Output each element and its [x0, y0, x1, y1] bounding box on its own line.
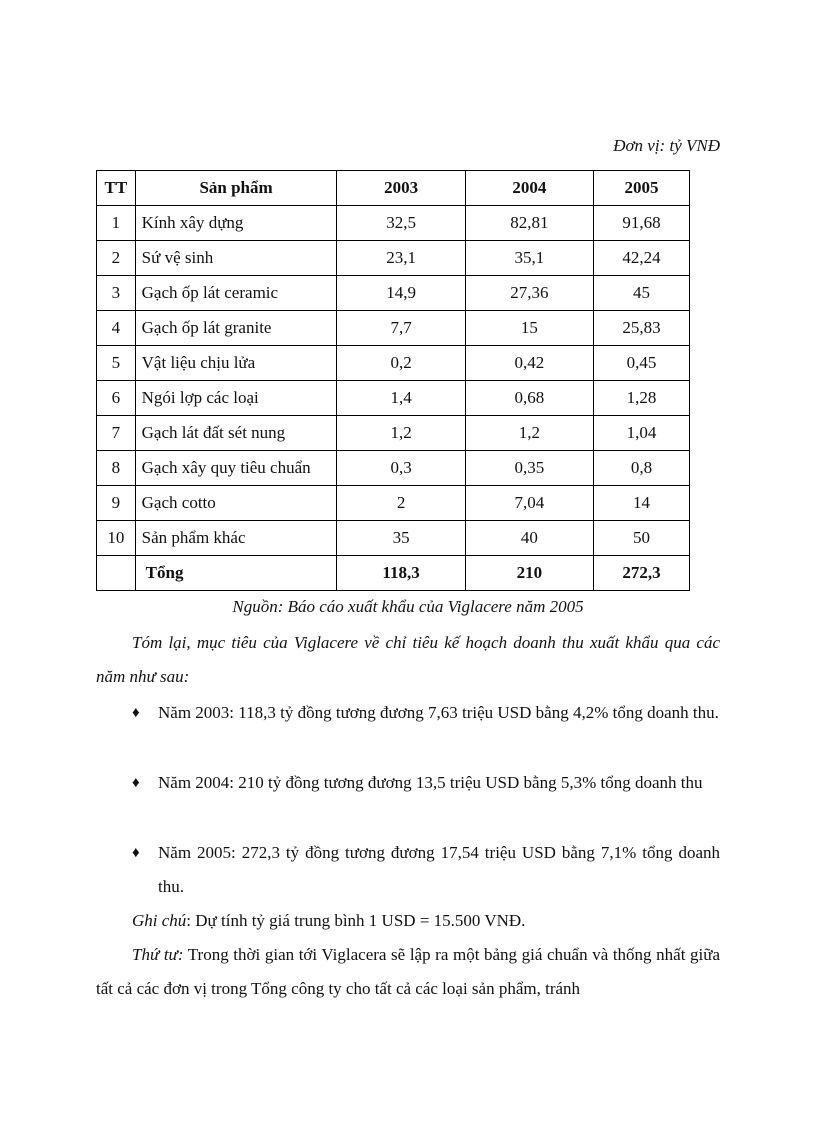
cell-2005: 45 [593, 276, 689, 311]
table-total-row [97, 556, 690, 591]
total-cell-2004: 210 [465, 556, 593, 591]
diamond-bullet-icon: ♦ [132, 775, 140, 791]
cell-2004: 7,04 [465, 486, 593, 521]
cell-tt: 7 [97, 416, 136, 451]
cell-tt: 9 [97, 486, 136, 521]
cell-2005: 1,28 [593, 381, 689, 416]
bullet-text: Năm 2005: 272,3 tỷ đồng tương đương 17,54 triệu USD bằng 7,1% tổng doanh thu. [158, 843, 720, 896]
note-text: : Dự tính tỷ giá trung bình 1 USD = 15.500 VNĐ. [186, 911, 526, 930]
bullet-2004 [132, 766, 720, 800]
table-row [97, 521, 690, 556]
export-revenue-table [96, 170, 690, 591]
cell-2005: 91,68 [593, 206, 689, 241]
cell-2003: 1,2 [337, 416, 465, 451]
cell-2004: 0,68 [465, 381, 593, 416]
fourth-label: Thứ tư: [132, 945, 184, 964]
cell-tt: 10 [97, 521, 136, 556]
total-cell-2003: 118,3 [337, 556, 465, 591]
cell-product: Sứ vệ sinh [135, 241, 337, 276]
cell-product: Gạch lát đất sét nung [135, 416, 337, 451]
fourth-text: Trong thời gian tới Viglacera sẽ lập ra một bảng giá chuẩn và thống nhất giữa tất cả các đơn vị trong Tổng công ty cho tất cả các loại sản phẩm, tránh [96, 945, 720, 998]
cell-tt: 8 [97, 451, 136, 486]
cell-product: Ngói lợp các loại [135, 381, 337, 416]
cell-2005: 0,45 [593, 346, 689, 381]
bullet-text: Năm 2003: 118,3 tỷ đồng tương đương 7,63 triệu USD bằng 4,2% tổng doanh thu. [158, 703, 719, 722]
table-row [97, 416, 690, 451]
cell-2003: 1,4 [337, 381, 465, 416]
cell-product: Gạch cotto [135, 486, 337, 521]
header-tt: TT [97, 171, 136, 206]
cell-product: Sản phẩm khác [135, 521, 337, 556]
summary-text: Tóm lại, mục tiêu của Viglacere về chỉ tiêu kế hoạch doanh thu xuất khẩu qua các năm như sau: [96, 633, 720, 686]
cell-2003: 32,5 [337, 206, 465, 241]
cell-product: Vật liệu chịu lửa [135, 346, 337, 381]
header-product: Sản phẩm [135, 171, 337, 206]
cell-2003: 35 [337, 521, 465, 556]
cell-2003: 14,9 [337, 276, 465, 311]
cell-tt: 1 [97, 206, 136, 241]
cell-tt: 6 [97, 381, 136, 416]
table-row [97, 451, 690, 486]
table-row [97, 206, 690, 241]
cell-2004: 27,36 [465, 276, 593, 311]
cell-2005: 42,24 [593, 241, 689, 276]
cell-tt: 4 [97, 311, 136, 346]
summary-paragraph [96, 626, 720, 694]
cell-2003: 23,1 [337, 241, 465, 276]
table-source: Nguồn: Báo cáo xuất khẩu của Viglacere năm 2005 [232, 597, 584, 616]
cell-2004: 82,81 [465, 206, 593, 241]
cell-2005: 0,8 [593, 451, 689, 486]
bullet-text: Năm 2004: 210 tỷ đồng tương đương 13,5 triệu USD bằng 5,3% tổng doanh thu [158, 773, 703, 792]
fourth-paragraph [96, 938, 720, 1006]
cell-product: Gạch xây quy tiêu chuẩn [135, 451, 337, 486]
cell-2003: 2 [337, 486, 465, 521]
cell-2003: 7,7 [337, 311, 465, 346]
table-row [97, 311, 690, 346]
cell-2004: 35,1 [465, 241, 593, 276]
bullet-2003 [132, 696, 720, 730]
cell-tt: 5 [97, 346, 136, 381]
cell-2004: 40 [465, 521, 593, 556]
cell-2004: 15 [465, 311, 593, 346]
cell-tt: 3 [97, 276, 136, 311]
total-cell-product: Tổng [135, 556, 337, 591]
header-2004: 2004 [465, 171, 593, 206]
table-row [97, 241, 690, 276]
header-2003: 2003 [337, 171, 465, 206]
table-header-row [97, 171, 690, 206]
cell-2004: 0,35 [465, 451, 593, 486]
cell-product: Gạch ốp lát ceramic [135, 276, 337, 311]
cell-2003: 0,2 [337, 346, 465, 381]
total-cell-2005: 272,3 [593, 556, 689, 591]
table-row [97, 346, 690, 381]
header-2005: 2005 [593, 171, 689, 206]
table-row [97, 381, 690, 416]
bullet-2005 [132, 836, 720, 904]
table-row [97, 486, 690, 521]
cell-2004: 0,42 [465, 346, 593, 381]
unit-label: Đơn vị: tỷ VNĐ [613, 136, 720, 155]
cell-2005: 14 [593, 486, 689, 521]
cell-2003: 0,3 [337, 451, 465, 486]
cell-2005: 1,04 [593, 416, 689, 451]
cell-2005: 50 [593, 521, 689, 556]
cell-2005: 25,83 [593, 311, 689, 346]
note-paragraph [96, 904, 720, 938]
cell-2004: 1,2 [465, 416, 593, 451]
diamond-bullet-icon: ♦ [132, 705, 140, 721]
cell-product: Kính xây dựng [135, 206, 337, 241]
cell-product: Gạch ốp lát granite [135, 311, 337, 346]
total-cell-tt [97, 556, 136, 591]
cell-tt: 2 [97, 241, 136, 276]
diamond-bullet-icon: ♦ [132, 845, 140, 861]
table-row [97, 276, 690, 311]
note-label: Ghi chú [132, 911, 187, 930]
